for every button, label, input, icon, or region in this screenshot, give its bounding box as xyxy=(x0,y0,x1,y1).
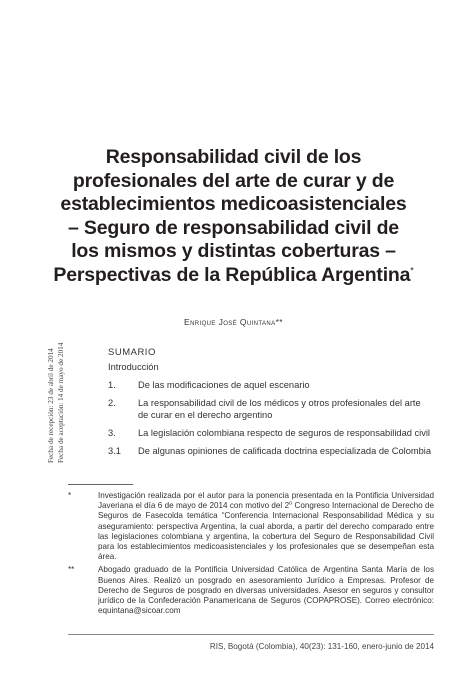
title-line: Responsabilidad civil de los xyxy=(105,146,362,168)
ordinal-superscript: o xyxy=(289,500,293,507)
author-name: Enrique José Quintana xyxy=(184,317,276,327)
summary-item xyxy=(108,427,433,439)
footnote-mark: ** xyxy=(68,565,75,575)
summary-item-text: La legislación colombiana respecto de seguros de responsabilidad civil xyxy=(138,428,430,438)
footnote-text-part: Investigación realizada por el autor para la ponencia presentada en la Pontificia Universidad Javeriana el día 6 de mayo de 2014 con motivo del 2 xyxy=(98,491,434,511)
summary-item-number: 3. xyxy=(108,428,116,438)
footnote-text xyxy=(98,491,434,562)
summary-heading: SUMARIO xyxy=(108,347,156,358)
footnote xyxy=(68,491,434,562)
footnote-mark: * xyxy=(68,491,72,500)
title-line: – Seguro de responsabilidad civil de xyxy=(68,216,399,239)
author-line xyxy=(0,317,467,327)
title-footnote-marker[interactable]: * xyxy=(410,265,414,276)
summary-item-text: La responsabilidad civil de los médicos y otros profesionales del arte de curar en el derecho argentino xyxy=(138,398,421,420)
footnote-text: Abogado graduado de la Pontificia Universidad Católica de Argentina Santa María de los Buenos Aires. Realizó un posgrado en asesoramiento Jurídico a Empresas. Profesor de Derecho de Seguros de posgrado en diversas universidades. Asesor en seguros y consultor jurídico de la Confederación Panamericana de Seguros (COPAPROSE). Correo electrónico: equintana@sicoar.com xyxy=(98,565,434,616)
footer-rule xyxy=(68,634,434,635)
summary-item xyxy=(108,397,433,421)
title-line: los mismos y distintas coberturas – xyxy=(71,240,396,263)
title-line: establecimientos medicoasistenciales xyxy=(60,193,407,216)
received-dates xyxy=(47,335,98,463)
title-line: profesionales del arte de curar y de xyxy=(72,169,395,192)
acceptance-date: Fecha de aceptación: 14 de mayo de 2014 xyxy=(57,342,65,463)
summary-item xyxy=(108,379,433,391)
summary xyxy=(108,347,433,463)
summary-item-text: De las modificaciones de aquel escenario xyxy=(138,380,310,390)
author-footnote-marker[interactable]: ** xyxy=(275,317,283,327)
article-title xyxy=(40,146,427,288)
summary-item-number: 2. xyxy=(108,398,116,408)
summary-item xyxy=(108,445,433,457)
summary-intro: Introducción xyxy=(108,362,159,372)
footnotes xyxy=(68,491,434,619)
footnote xyxy=(68,565,434,616)
title-line: Perspectivas de la República Argentina xyxy=(53,263,411,286)
summary-item-text: De algunas opiniones de calificada doctrina especializada de Colombia xyxy=(138,446,432,456)
reception-date: Fecha de recepción: 23 de abril de 2014 xyxy=(47,348,55,463)
running-footer: RIS, Bogotá (Colombia), 40(23): 131-160, enero-junio de 2014 xyxy=(209,642,434,651)
summary-item-number: 1. xyxy=(108,380,116,390)
footnote-text-part: Congreso Internacional de Derecho de Seguros de Fasecolda temática “Conferencia Internacional Responsabilidad Médica y su aseguramiento: perspectiva Argentina, la cual aborda, a partir del derecho comparado entre las legislaciones colombiana y argentina, la cobertura del Seguro de Responsabilidad Civil para los establecimientos medicoasistenciales y los profesionales que se desempeñan esta área. xyxy=(98,501,434,562)
summary-item-number: 3.1 xyxy=(108,446,121,456)
footnote-separator xyxy=(68,484,133,485)
